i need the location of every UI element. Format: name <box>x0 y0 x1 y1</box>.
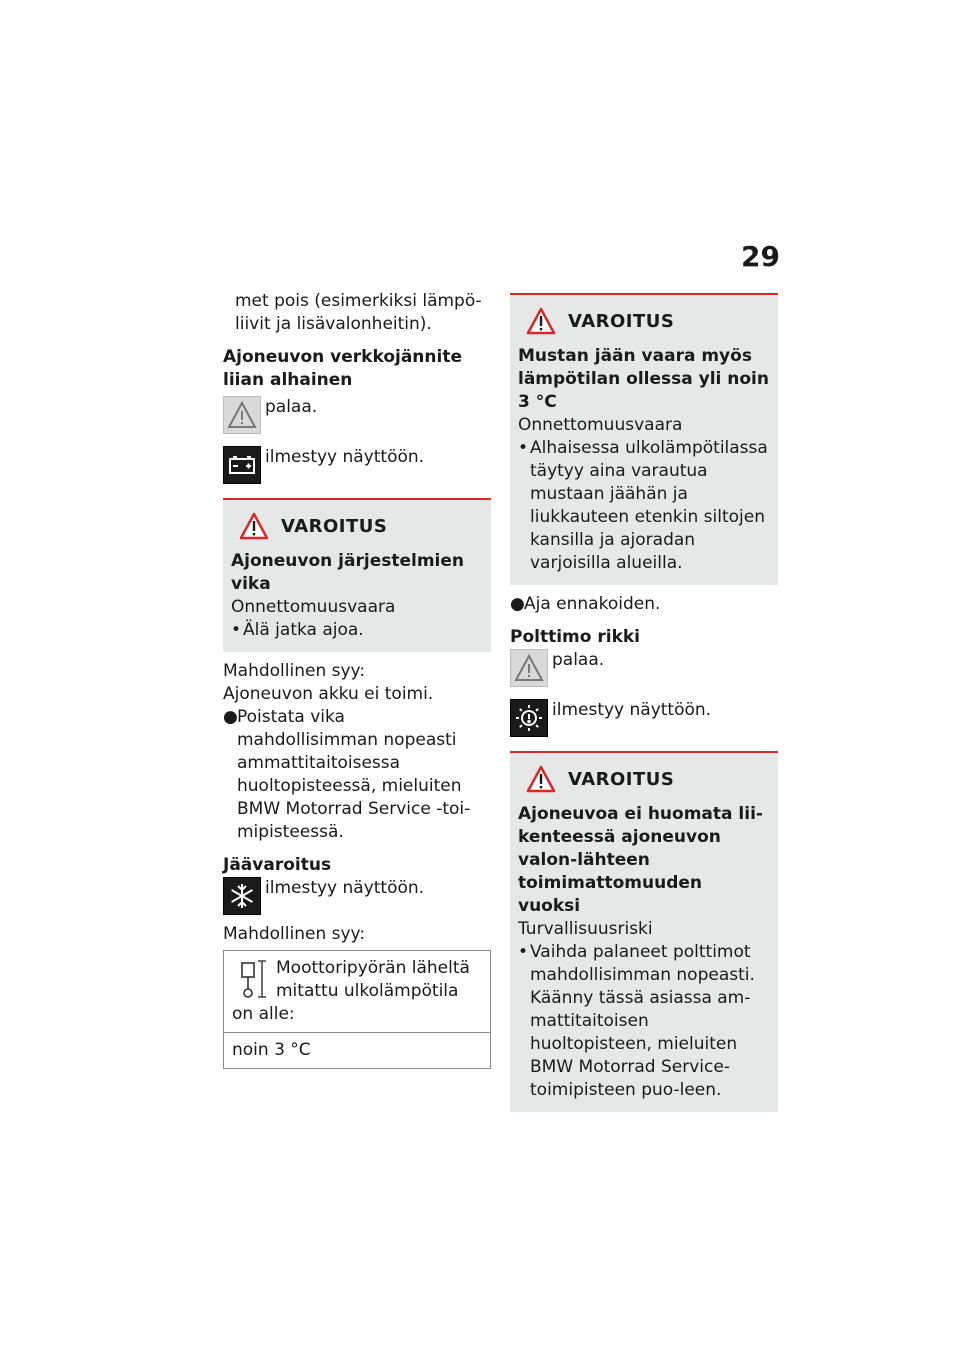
cause-action: ● Poistata vika mahdollisimman nopeasti ammattitaitoisessa huoltopisteessä, mieluiten BMW Motorrad Service -toi-mipisteessä. <box>223 707 471 842</box>
warning-hazard: Turvallisuusriski <box>518 919 653 939</box>
intro-line-1: met pois (esimerkiksi lämpö- <box>235 291 482 311</box>
intro-line-2: liivit ja lisävalonheitin). <box>235 314 432 334</box>
cause-label: Mahdollinen syy: <box>223 661 366 681</box>
voltage-heading: Ajoneuvon verkkojännite liian alhainen <box>223 347 462 390</box>
warning-subtitle: Mustan jään vaara myös lämpötilan ollessa yli noin 3 °C <box>518 346 769 412</box>
warning-header <box>239 512 483 540</box>
warning-title: VAROITUS <box>568 310 675 332</box>
warning-hazard: Onnettomuusvaara <box>231 597 396 617</box>
warning-subtitle: Ajoneuvon järjestelmien vika <box>231 551 464 594</box>
bulb-lamp-row <box>510 649 778 687</box>
bulb-fault-icon <box>510 699 548 737</box>
right-column <box>510 293 778 1112</box>
warning-box-light-failure <box>510 751 778 1112</box>
warning-title: VAROITUS <box>568 768 675 790</box>
warning-box-system-fault <box>223 498 491 652</box>
temperature-table-row-2: noin 3 °C <box>224 1033 491 1069</box>
frost-heading: Jäävaroitus <box>223 855 332 875</box>
warning-triangle-icon <box>239 512 269 540</box>
warning-triangle-icon <box>526 765 556 793</box>
bulb-lamp-text: palaa. <box>552 650 605 670</box>
left-column <box>223 290 491 1069</box>
bulb-display-text: ilmestyy näyttöön. <box>552 700 712 720</box>
frost-text: ilmestyy näyttöön. <box>265 878 425 898</box>
voltage-display-row <box>223 446 491 484</box>
battery-icon <box>223 446 261 484</box>
frost-cause-label: Mahdollinen syy: <box>223 924 366 944</box>
voltage-lamp-text: palaa. <box>265 397 318 417</box>
warning-title: VAROITUS <box>281 515 388 537</box>
warning-hazard: Onnettomuusvaara <box>518 415 683 435</box>
voltage-display-text: ilmestyy näyttöön. <box>265 447 425 467</box>
bulb-display-row <box>510 699 778 737</box>
warning-lamp-icon <box>223 396 261 434</box>
warning-bullet: • Älä jatka ajoa. <box>231 620 364 640</box>
bulb-heading: Polttimo rikki <box>510 627 641 647</box>
action-bullet: ● Aja ennakoiden. <box>510 594 661 614</box>
warning-header <box>526 307 770 335</box>
temperature-table <box>223 950 491 1069</box>
warning-header <box>526 765 770 793</box>
temperature-table-row-1: Moottoripyörän läheltä mitattu ulkolämpötila on alle: <box>224 951 491 1033</box>
voltage-lamp-row <box>223 396 491 434</box>
warning-bullet: • Alhaisessa ulkolämpötilassa täytyy aina varautua mustaan jäähän ja liukkauteen etenkin siltojen kansilla ja ajoradan varjoisilla alueilla. <box>518 438 768 573</box>
warning-box-black-ice <box>510 293 778 585</box>
warning-triangle-icon <box>526 307 556 335</box>
snowflake-icon <box>223 877 261 915</box>
cause-text: Ajoneuvon akku ei toimi. <box>223 684 434 704</box>
page-number: 29 <box>741 240 780 273</box>
frost-row <box>223 877 491 915</box>
warning-subtitle: Ajoneuvoa ei huomata lii-kenteessä ajoneuvon valon-lähteen toimimattomuuden vuoksi <box>518 804 763 916</box>
warning-bullet: • Vaihda palaneet polttimot mahdollisimman nopeasti. Käänny tässä asiassa am-mattitaitoisen huoltopisteen, mieluiten BMW Motorrad Service-toimipisteen puo-leen. <box>518 942 755 1100</box>
warning-lamp-icon <box>510 649 548 687</box>
thermometer-icon <box>232 957 270 1001</box>
